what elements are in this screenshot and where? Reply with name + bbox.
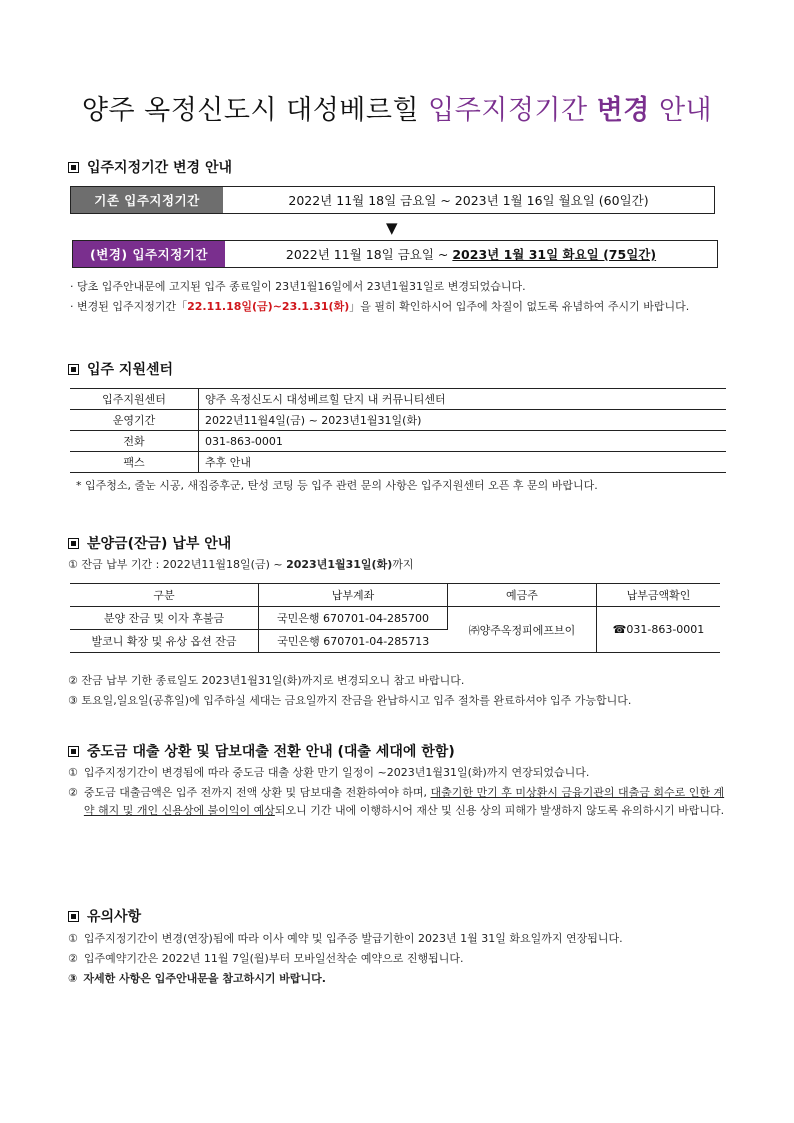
section-heading-period: 입주지정기간 변경 안내 xyxy=(68,157,232,177)
table-row: 팩스 추후 안내 xyxy=(70,452,726,473)
square-bullet-icon xyxy=(68,911,79,922)
old-period-label: 기존 입주지정기간 xyxy=(71,187,223,213)
new-period-label: (변경) 입주지정기간 xyxy=(73,241,225,267)
table-row: 입주지원센터 양주 옥정신도시 대성베르힐 단지 내 커뮤니티센터 xyxy=(70,389,726,410)
payment-item-3: ③ 토요일,일요일(공휴일)에 입주하실 세대는 금요일까지 잔금을 완납하시고 입주 절차를 완료하셔야 입주 가능합니다. xyxy=(68,694,632,707)
caution-item-2: ② 입주예약기간은 2022년 11월 7일(월)부터 모바일선착순 예약으로 진행됩니다. xyxy=(68,952,464,965)
page-title: 양주 옥정신도시 대성베르힐 입주지정기간 변경 안내 xyxy=(81,95,713,126)
section-heading-payment: 분양금(잔금) 납부 안내 xyxy=(68,533,231,553)
square-bullet-icon xyxy=(68,538,79,549)
section-heading-center: 입주 지원센터 xyxy=(68,359,173,379)
table-header-row: 구분 납부계좌 예금주 납부금액확인 xyxy=(70,584,720,607)
loan-item-2: ② 중도금 대출금액은 입주 전까지 전액 상환 및 담보대출 전환하여야 하며, 대출기한 만기 후 미상환시 금융기관의 대출금 회수로 인한 계약 해지 및 개인 신용상에 불이익이 예상되오니 기간 내에 이행하시어 재산 및 신용 상의 피해가 발생하지 않도록 유의하시기 바랍니다. xyxy=(68,786,725,817)
table-row: 전화 031-863-0001 xyxy=(70,431,726,452)
arrow-down-icon: ▼ xyxy=(386,219,398,237)
table-row: 운영기간 2022년11월4일(금) ~ 2023년1월31일(화) xyxy=(70,410,726,431)
old-period-value: 2022년 11월 18일 금요일 ~ 2023년 1월 16일 월요일 (60일간) xyxy=(288,193,649,208)
table-row: 발코니 확장 및 유상 옵션 잔금 국민은행 670701-04-285713 xyxy=(70,630,720,653)
square-bullet-icon xyxy=(68,162,79,173)
square-bullet-icon xyxy=(68,746,79,757)
section-heading-loan: 중도금 대출 상환 및 담보대출 전환 안내 (대출 세대에 한함) xyxy=(68,741,455,761)
note-2: · 변경된 입주지정기간「22.11.18일(금)~23.1.31(화)」을 필히 확인하시어 입주에 차질이 없도록 유념하여 주시기 바랍니다. xyxy=(70,300,690,313)
new-period-box xyxy=(72,240,718,268)
note-1: · 당초 입주안내문에 고지된 입주 종료일이 23년1월16일에서 23년1월31일로 변경되었습니다. xyxy=(70,280,526,293)
center-footnote: * 입주청소, 줄눈 시공, 새집증후군, 탄성 코팅 등 입주 관련 문의 사항은 입주지원센터 오픈 후 문의 바랍니다. xyxy=(76,479,598,492)
new-period-value: 2022년 11월 18일 금요일 ~ 2023년 1월 31일 화요일 (75일간) xyxy=(285,247,657,262)
square-bullet-icon xyxy=(68,364,79,375)
loan-item-1: ① 입주지정기간이 변경됨에 따라 중도금 대출 상환 만기 일정이 ~2023년1월31일(화)까지 연장되었습니다. xyxy=(68,766,590,779)
caution-item-1: ① 입주지정기간이 변경(연장)됨에 따라 이사 예약 및 입주증 발급기한이 2023년 1월 31일 화요일까지 연장됩니다. xyxy=(68,932,623,945)
payment-table xyxy=(70,583,720,653)
table-row: 분양 잔금 및 이자 후불금 국민은행 670701-04-285700 ㈜양주옥정피에프브이 ☎031-863-0001 xyxy=(70,607,720,630)
support-center-table xyxy=(70,388,726,473)
section-heading-cautions: 유의사항 xyxy=(68,906,141,926)
payment-due: ① 잔금 납부 기간 : 2022년11월18일(금) ~ 2023년1월31일(화)까지 xyxy=(68,558,414,571)
payment-item-2: ② 잔금 납부 기한 종료일도 2023년1월31일(화)까지로 변경되오니 참고 바랍니다. xyxy=(68,674,465,687)
caution-item-3: ③ 자세한 사항은 입주안내문을 참고하시기 바랍니다. xyxy=(68,972,326,985)
old-period-box xyxy=(70,186,715,214)
